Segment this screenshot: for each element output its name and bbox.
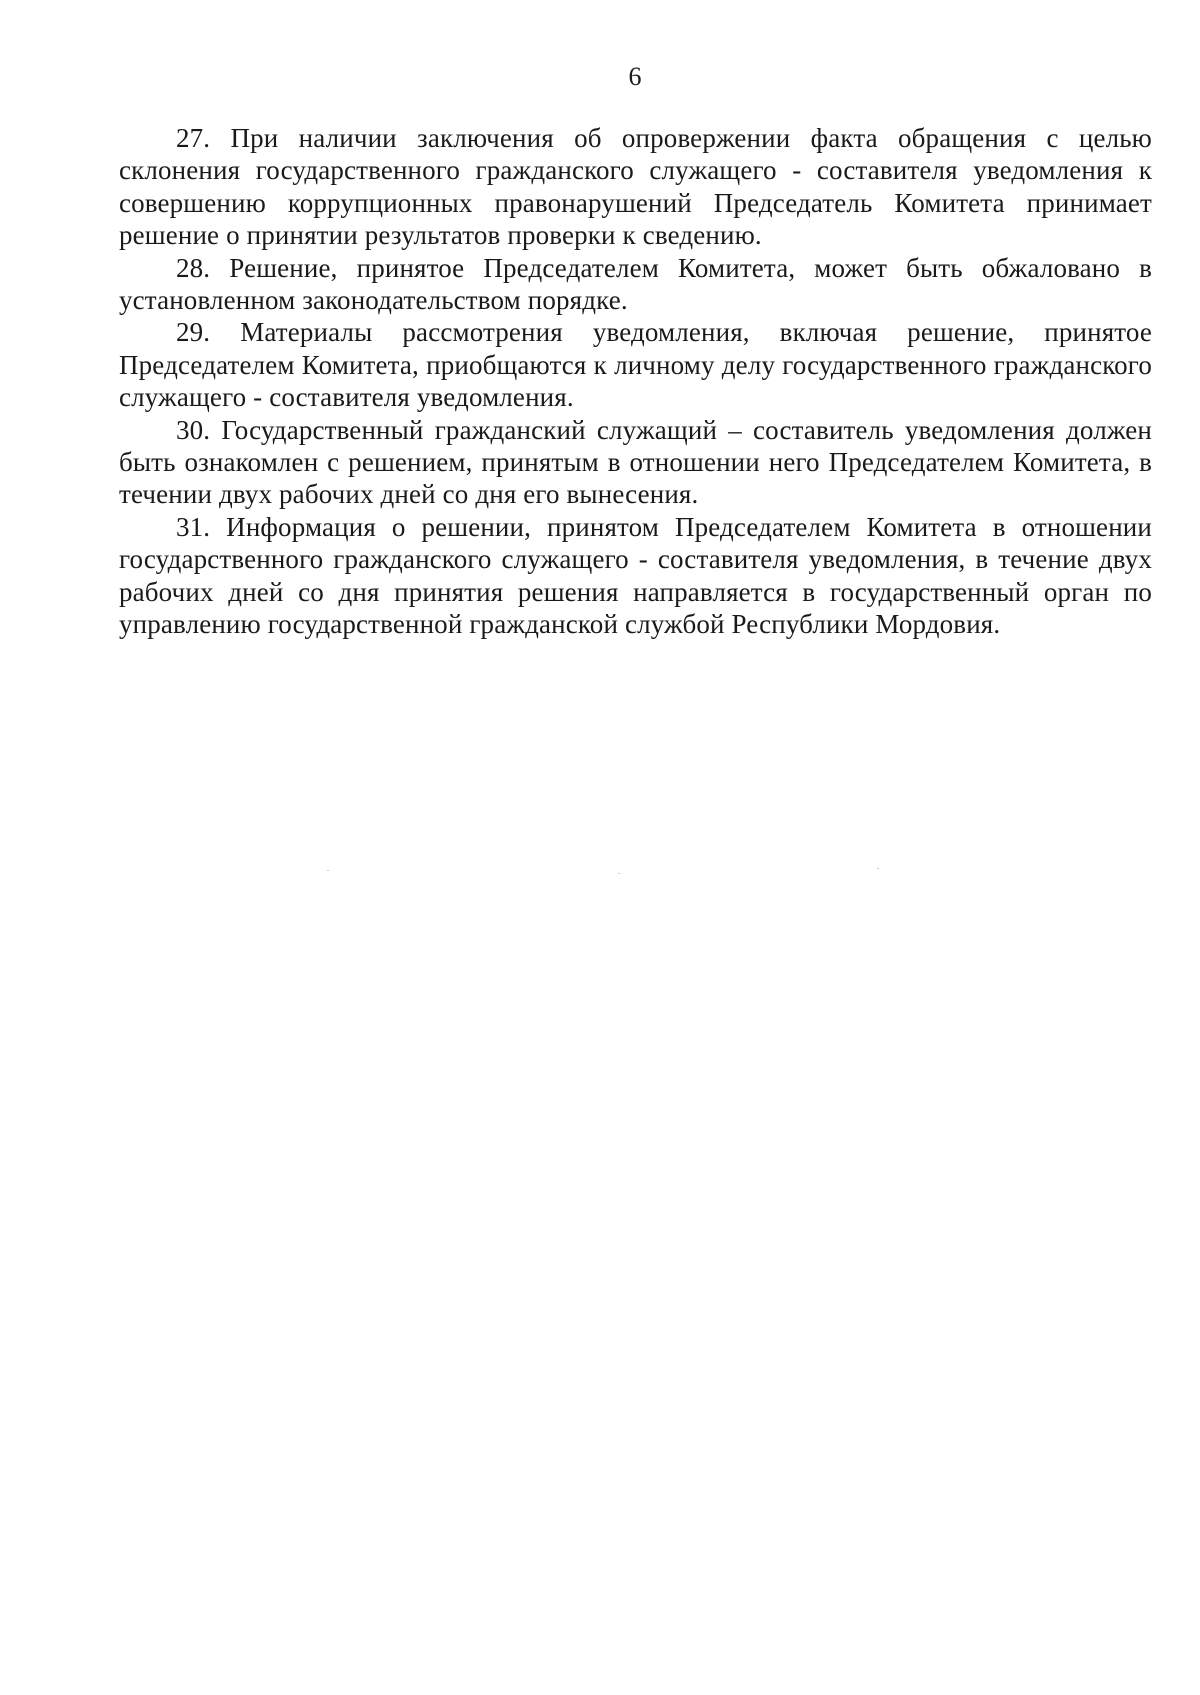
scan-speck: [618, 873, 620, 874]
paragraph-30: 30. Государственный гражданский служащий – составитель уведомления должен быть ознакомлен с решением, принятым в отношении него Председателем Комитета, в течении двух рабочих дней со дня его вынесения.: [119, 414, 1152, 510]
paragraph-27: 27. При наличии заключения об опровержении факта обращения с целью склонения государственного гражданского служащего - составителя уведомления к совершению коррупционных правонарушений Председатель Комитета принимает решение о принятии результатов проверки к сведению.: [119, 123, 1152, 251]
paragraph-28: 28. Решение, принятое Председателем Комитета, может быть обжаловано в установленном законодательством порядке.: [119, 252, 1152, 316]
paragraph-31: 31. Информация о решении, принятом Председателем Комитета в отношении государственного гражданского служащего - составителя уведомления, в течение двух рабочих дней со дня принятия решения направляется в государственный орган по управлению государственной гражданской службой Республики Мордовия.: [119, 511, 1152, 640]
paragraph-29: 29. Материалы рассмотрения уведомления, включая решение, принятое Председателем Комитета, приобщаются к личному делу государственного гражданского служащего - составителя уведомления.: [119, 317, 1152, 413]
scan-speck: [877, 868, 879, 869]
scan-speck: [327, 870, 329, 871]
page-number: 6: [628, 62, 642, 91]
document-body: [119, 122, 1152, 641]
